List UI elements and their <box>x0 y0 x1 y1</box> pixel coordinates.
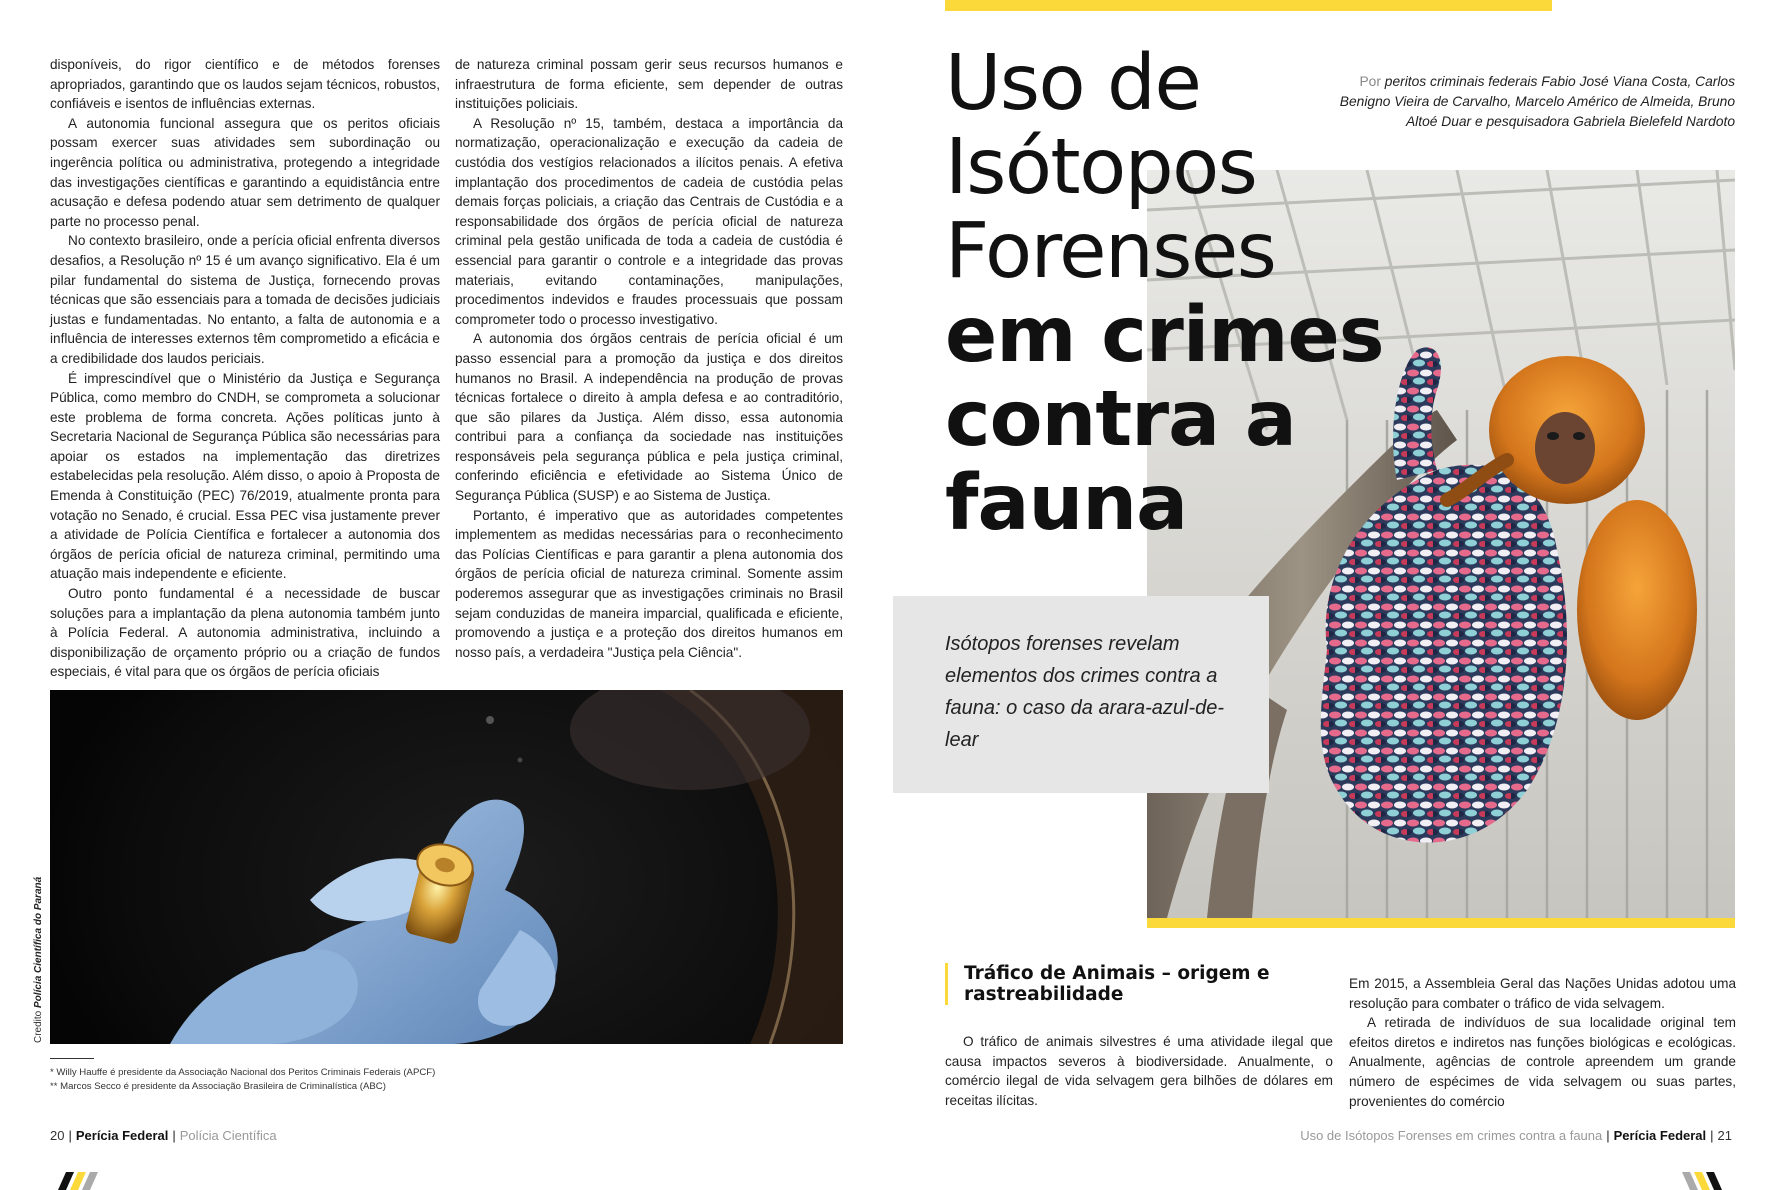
footnotes <box>50 1066 435 1093</box>
page-number: 21 <box>1717 1128 1732 1143</box>
magazine-name: Perícia Federal <box>75 1128 169 1143</box>
right-column-2 <box>1349 974 1736 1111</box>
title-line: Uso de <box>945 39 1201 128</box>
paragraph: O tráfico de animais silvestres é uma atividade ilegal que causa impactos severos à biodiversidade. Anualmente, o comércio ilegal de vida selvagem gera bilhões de dólares em receitas ilícitas. <box>945 1034 1333 1108</box>
title-line: em crimes <box>945 291 1384 380</box>
left-column-2 <box>455 55 843 662</box>
folio-right: Uso de Isótopos Forenses em crimes contra a fauna | Perícia Federal | 21 <box>1300 1128 1732 1143</box>
title-line: Forenses <box>945 207 1276 296</box>
article-name: Uso de Isótopos Forenses em crimes contra a fauna <box>1300 1128 1603 1143</box>
gloved-hand-holding-cartridge-illustration <box>50 690 843 1044</box>
title-line: contra a <box>945 375 1296 464</box>
paragraph: Outro ponto fundamental é a necessidade de buscar soluções para a implantação da plena autonomia também junto à Polícia Federal. A autonomia administrativa, incluindo a disponibilização de orçamento próprio ou a criação de fundos especiais, é vital para que os órgãos de perícia oficiais <box>50 586 440 680</box>
photo-credit-label: Credito <box>33 1010 44 1043</box>
photo-credit <box>33 877 44 1043</box>
byline-prefix: Por <box>1359 74 1381 89</box>
paragraph: A retirada de indivíduos de sua localidade original tem efeitos diretos e indiretos nas funções biológicas e ecológicas. Anualmente, agências de controle apreendem um grande número de espécimes de vida selvagem ou suas partes, provenientes do comércio <box>1349 1015 1736 1109</box>
stripes-logo-icon <box>1682 1172 1732 1190</box>
subtitle-box <box>893 596 1269 793</box>
byline-authors: peritos criminais federais Fabio José Viana Costa, Carlos Benigno Vieira de Carvalho, Marcelo Américo de Almeida, Bruno Altoé Duar e pesquisadora Gabriela Bielefeld Nardoto <box>1339 74 1735 129</box>
section-name: Polícia Científica <box>179 1128 277 1143</box>
photo-credit-source: Polícia Científica do Paraná <box>33 876 44 1008</box>
byline <box>1315 72 1735 132</box>
folio-left: 20 | Perícia Federal | Polícia Científica <box>50 1128 277 1143</box>
section-heading: Tráfico de Animais – origem e rastreabilidade <box>945 963 1325 1005</box>
paragraph: de natureza criminal possam gerir seus recursos humanos e infraestrutura de forma eficiente, sem depender de outras instituições policiais. <box>455 57 843 112</box>
paragraph: A autonomia funcional assegura que os peritos oficiais possam exercer suas atividades sem subordinação ou ingerência política ou administrativa, protegendo a integridade das investigações científicas e garantindo a equidistância entre acusação e defesa podendo atuar sem detrimento de qualquer parte no processo penal. <box>50 115 440 229</box>
title-line: Isótopos <box>945 123 1257 212</box>
top-accent-bar <box>945 0 1552 11</box>
paragraph: É imprescindível que o Ministério da Justiça e Segurança Pública, como membro do CNDH, se comprometa a solucionar este problema de forma concreta. Ações políticas junto à Secretaria Nacional de Segurança Pública são necessárias para apoiar os estados na implementação das diretrizes estabelecidas pela resolução. Além disso, o apoio à Proposta de Emenda à Constituição (PEC) 76/2019, atualmente pronta para votação no Senado, é crucial. Essa PEC visa justamente prever a atividade de Polícia Científica e fortalecer a autonomia dos órgãos de perícia oficial de natureza criminal, permitindo uma atuação mais independente e eficiente. <box>50 370 440 582</box>
title-line: fauna <box>945 459 1188 548</box>
magazine-name: Perícia Federal <box>1613 1128 1707 1143</box>
footnote-rule <box>50 1058 94 1059</box>
paragraph: No contexto brasileiro, onde a perícia oficial enfrenta diversos desafios, a Resolução nº 15 é um avanço significativo. Ela é um pilar fundamental do sistema de Justiça, fornecendo provas técnicas que são essenciais para a tomada de decisões judiciais justas e fundamentadas. No entanto, a falta de autonomia e a influência de interesses externos têm comprometido a eficácia e a credibilidade dos laudos periciais. <box>50 233 440 366</box>
paragraph: disponíveis, do rigor científico e de métodos forenses apropriados, garantindo que os laudos sejam técnicos, robustos, confiáveis e isentos de influências externas. <box>50 57 440 112</box>
footnote: ** Marcos Secco é presidente da Associação Brasileira de Criminalística (ABC) <box>50 1080 386 1092</box>
left-page <box>0 0 892 1190</box>
right-column-1 <box>945 1032 1333 1110</box>
footnote: * Willy Hauffe é presidente da Associação Nacional dos Peritos Criminais Federais (APCF) <box>50 1067 436 1078</box>
paragraph: A autonomia dos órgãos centrais de perícia oficial é um passo essencial para a promoção da justiça e dos direitos humanos no Brasil. A independência na produção de provas técnicas fortalece o direito à ampla defesa e ao contraditório, que são pilares da Justiça. Além disso, essa autonomia contribui para a confiança da sociedade nas instituições responsáveis pela segurança pública e pela justiça criminal, conferindo eficiência e efetividade ao Sistema Único de Segurança Pública (SUSP) e ao Sistema de Justiça. <box>455 331 843 504</box>
bullet-casing-photo <box>50 690 843 1044</box>
paragraph: Portanto, é imperativo que as autoridades competentes implementem as medidas necessárias para o reconhecimento das Polícias Científicas e para garantir a plena autonomia dos órgãos de perícia oficial de natureza criminal. Somente assim poderemos assegurar que as investigações criminais no Brasil sejam conduzidas de maneira imparcial, qualificada e eficiente, promovendo a justiça e a proteção dos direitos humanos em nosso país, a verdadeira "Justiça pela Ciência". <box>455 507 843 660</box>
paragraph: A Resolução nº 15, também, destaca a importância da normatização, operacionalização e execução da cadeia de custódia dos vestígios relacionados a ilícitos penais. A efetiva implantação dos procedimentos de cadeia de custódia pelas demais forças policiais, a criação das Centrais de Custódia e a responsabilidade dos órgãos de perícia oficial de natureza criminal pela gestão unificada de toda a cadeia de custódia é essencial para garantir o controle e a integridade das provas materiais, evitando contaminações, manipulações, procedimentos indevidos e fraudes processuais que possam comprometer todo o processo investigativo. <box>455 115 843 327</box>
left-column-1 <box>50 55 440 682</box>
stripes-logo-icon <box>58 1172 108 1190</box>
paragraph: Em 2015, a Assembleia Geral das Nações Unidas adotou uma resolução para combater o tráfico de vida selvagem. <box>1349 976 1736 1011</box>
photo-accent-bar <box>1147 918 1735 928</box>
subtitle: Isótopos forenses revelam elementos dos crimes contra a fauna: o caso da arara-azul-de-lear <box>945 633 1225 751</box>
page-number: 20 <box>50 1128 65 1143</box>
